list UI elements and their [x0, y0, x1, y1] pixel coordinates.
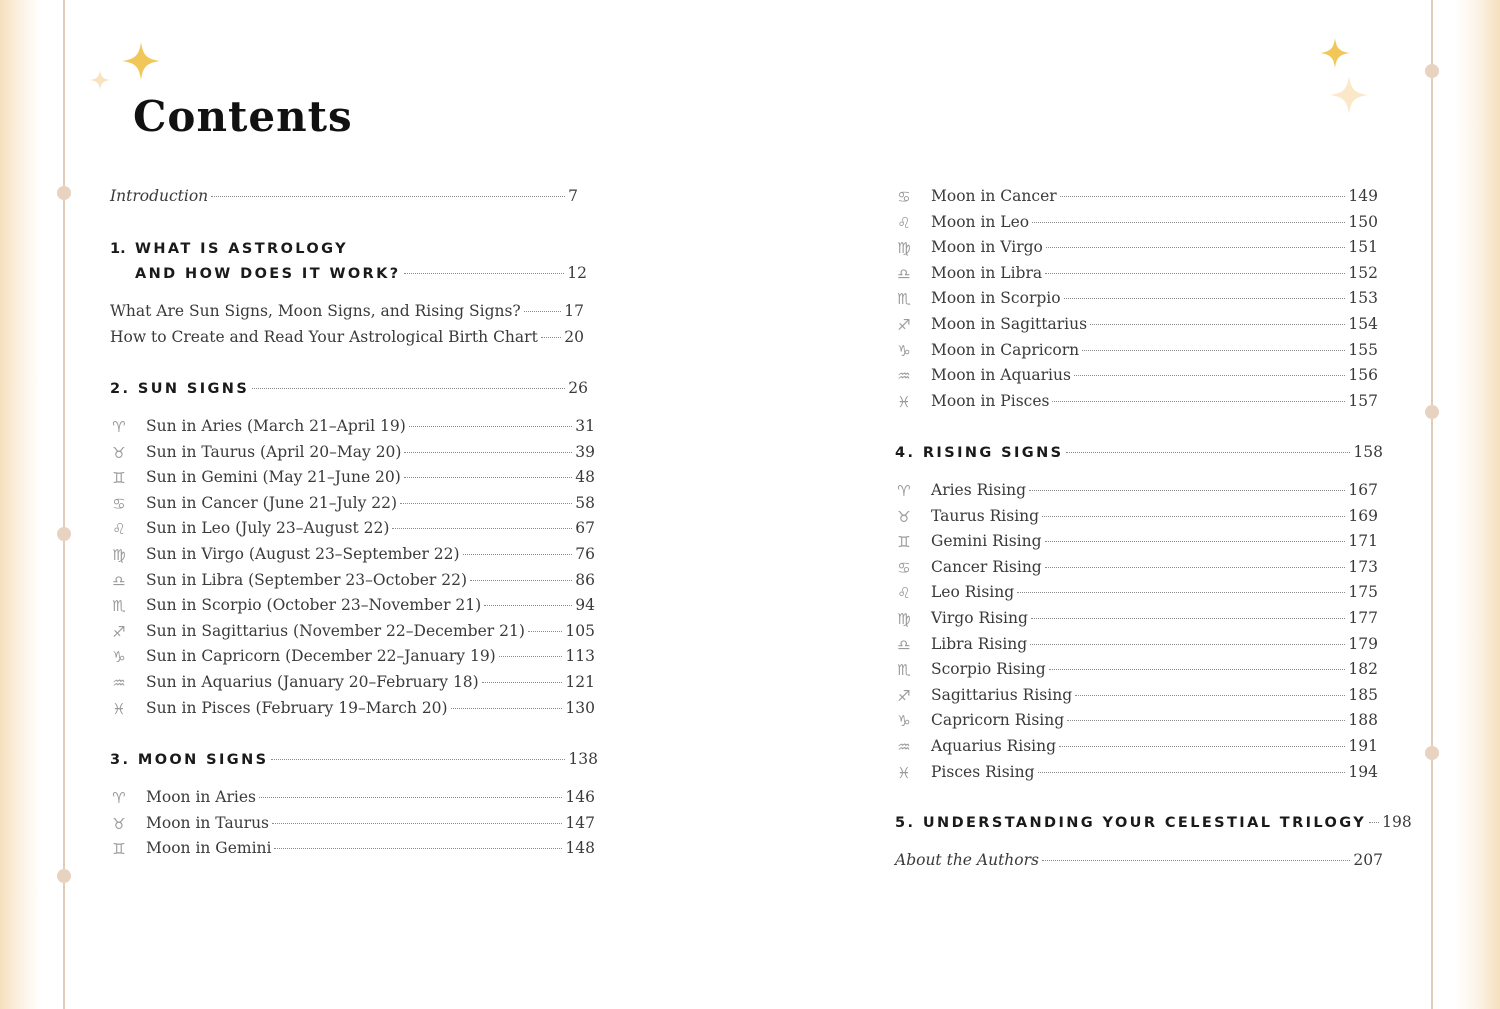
entry-label: Sun in Scorpio (October 23–November 21): [146, 596, 482, 615]
page-number: 147: [565, 813, 595, 832]
section-number: 2.: [110, 381, 131, 397]
toc-entry[interactable]: [897, 557, 1378, 580]
entry-label: Sun in Sagittarius (November 22–December 21): [146, 621, 525, 640]
entry-label: Gemini Rising: [931, 532, 1042, 551]
page-number: 158: [1353, 443, 1383, 461]
page-number: 154: [1348, 315, 1378, 333]
page-number: 86: [575, 570, 595, 589]
page-number: 17: [564, 302, 584, 320]
page-number: 130: [565, 698, 595, 717]
toc-entry[interactable]: [112, 442, 595, 465]
sagittarius-icon: ♐: [897, 316, 911, 334]
page-number: 155: [1348, 340, 1378, 359]
dot-leader: [1066, 452, 1350, 453]
entry-label: About the Authors: [895, 851, 1039, 869]
dot-leader: [1059, 746, 1345, 747]
section-title: MOON SIGNS: [137, 752, 269, 768]
entry-label: Sun in Taurus (April 20–May 20): [146, 442, 402, 461]
toc-entry[interactable]: [112, 468, 595, 490]
section-heading: [110, 381, 249, 397]
page-number: 151: [1348, 238, 1378, 257]
toc-entry[interactable]: [112, 788, 595, 810]
section-heading: WHAT IS ASTROLOGY: [135, 241, 349, 257]
entry-label: Moon in Leo: [931, 212, 1030, 231]
page-number: 76: [575, 545, 595, 563]
aquarius-icon: ♒: [897, 738, 911, 756]
toc-entry[interactable]: [897, 660, 1378, 682]
dot-leader: [274, 848, 562, 849]
entry-label: Aquarius Rising: [931, 737, 1057, 755]
page-number: 169: [1348, 506, 1378, 525]
dot-leader: [271, 759, 565, 760]
entry-label: Sun in Gemini (May 21–June 20): [146, 468, 401, 487]
toc-section-2[interactable]: [110, 379, 588, 401]
page-number: 7: [568, 187, 578, 205]
aquarius-icon: ♒: [112, 674, 126, 692]
sparkle-star-icon: [122, 42, 160, 80]
section-title: SUN SIGNS: [137, 381, 250, 397]
rail-dot: [1425, 746, 1439, 760]
entry-label: Sun in Pisces (February 19–March 20): [146, 698, 448, 717]
dot-leader: [1060, 196, 1346, 197]
toc-section-3[interactable]: [110, 750, 598, 772]
toc-entry[interactable]: [112, 570, 595, 593]
gemini-icon: ♊: [112, 840, 126, 859]
aries-icon: ♈: [112, 789, 126, 807]
page-number: 94: [575, 596, 595, 615]
page-number: 207: [1353, 851, 1383, 869]
dot-leader: [1052, 401, 1345, 402]
toc-entry[interactable]: [897, 532, 1378, 554]
dot-leader: [404, 477, 572, 478]
aquarius-icon: ♒: [897, 367, 911, 386]
leo-icon: ♌: [897, 584, 911, 603]
entry-label: Moon in Aries: [146, 788, 256, 806]
dot-leader: [1090, 324, 1345, 325]
virgo-icon: ♍: [897, 239, 911, 258]
toc-entry[interactable]: [112, 493, 595, 516]
entry-label: What Are Sun Signs, Moon Signs, and Rising Signs?: [110, 302, 521, 320]
dot-leader: [409, 426, 573, 427]
entry-label: Moon in Aquarius: [931, 366, 1071, 385]
rail-dot: [57, 186, 71, 200]
dot-leader: [1075, 695, 1345, 696]
pisces-icon: ♓: [112, 699, 126, 718]
entry-label: Moon in Scorpio: [931, 289, 1061, 308]
page-number: 121: [565, 673, 595, 691]
toc-entry[interactable]: [897, 685, 1378, 708]
scorpio-icon: ♏: [897, 661, 911, 680]
capricorn-icon: ♑: [897, 712, 911, 731]
toc-entry[interactable]: [112, 545, 595, 567]
sparkle-star-icon: [1330, 76, 1368, 114]
toc-entry-introduction[interactable]: [110, 187, 578, 209]
page-number: 31: [575, 417, 595, 435]
page-number: 188: [1348, 711, 1378, 730]
toc-entry[interactable]: [897, 187, 1378, 209]
toc-entry[interactable]: [112, 417, 595, 439]
dot-leader: [1042, 860, 1350, 861]
gemini-icon: ♊: [112, 469, 126, 488]
section-number: 5.: [895, 815, 916, 831]
entry-label: Sun in Aries (March 21–April 19): [146, 417, 406, 435]
entry-label: Sun in Leo (July 23–August 22): [146, 519, 390, 538]
dot-leader: [211, 196, 565, 197]
virgo-icon: ♍: [897, 610, 911, 628]
entry-label: Capricorn Rising: [931, 711, 1065, 730]
dot-leader: [1045, 567, 1346, 568]
toc-section-4[interactable]: [895, 443, 1383, 465]
taurus-icon: ♉: [897, 507, 911, 526]
dot-leader: [451, 708, 563, 709]
toc-entry[interactable]: [897, 212, 1378, 235]
dot-leader: [1031, 618, 1345, 619]
toc-section-5[interactable]: [895, 813, 1412, 835]
toc-entry[interactable]: [897, 366, 1378, 388]
capricorn-icon: ♑: [112, 648, 126, 667]
toc-entry[interactable]: [897, 391, 1378, 414]
toc-entry[interactable]: [112, 839, 595, 861]
entry-label: Virgo Rising: [931, 609, 1028, 627]
toc-entry[interactable]: [112, 621, 595, 644]
section-heading: AND HOW DOES IT WORK?: [135, 266, 401, 282]
toc-entry[interactable]: [112, 698, 595, 721]
cancer-icon: ♋: [112, 494, 126, 513]
page-number: 149: [1348, 187, 1378, 205]
entry-label: Sun in Libra (September 23–October 22): [146, 570, 468, 589]
toc-entry[interactable]: [897, 762, 1378, 785]
dot-leader: [1038, 772, 1346, 773]
scorpio-icon: ♏: [112, 597, 126, 616]
dot-leader: [484, 605, 572, 606]
leo-icon: ♌: [112, 520, 126, 539]
toc-entry[interactable]: [112, 673, 595, 695]
dot-leader: [1045, 273, 1345, 274]
toc-entry[interactable]: [897, 315, 1378, 337]
dot-leader: [1017, 592, 1345, 593]
leo-icon: ♌: [897, 213, 911, 232]
page-number: 179: [1348, 634, 1378, 653]
page-number: 194: [1348, 762, 1378, 781]
toc-entry[interactable]: [897, 506, 1378, 529]
page-number: 67: [575, 519, 595, 538]
page-title: Contents: [133, 92, 353, 141]
dot-leader: [1082, 350, 1345, 351]
page-number: 105: [565, 621, 595, 640]
gemini-icon: ♊: [897, 533, 911, 552]
libra-icon: ♎: [112, 571, 126, 590]
capricorn-icon: ♑: [897, 341, 911, 360]
toc-entry[interactable]: [112, 813, 595, 836]
page-number: 191: [1348, 737, 1378, 755]
entry-label: Moon in Taurus: [146, 813, 270, 832]
dot-leader: [1029, 490, 1345, 491]
page-number: 58: [575, 493, 595, 512]
entry-label: Sun in Cancer (June 21–July 22): [146, 493, 398, 512]
toc-entry[interactable]: [110, 328, 584, 350]
dot-leader: [1369, 822, 1379, 823]
section-number: 4.: [895, 445, 916, 461]
entry-label: Moon in Sagittarius: [931, 315, 1088, 333]
taurus-icon: ♉: [112, 443, 126, 462]
page-number: 177: [1348, 609, 1378, 627]
dot-leader: [400, 503, 572, 504]
virgo-icon: ♍: [112, 546, 126, 564]
dot-leader: [1042, 516, 1345, 517]
dot-leader: [1030, 644, 1345, 645]
dot-leader: [463, 554, 573, 555]
dot-leader: [482, 682, 563, 683]
toc-entry[interactable]: [897, 481, 1378, 503]
page-number: 198: [1382, 813, 1412, 831]
page-number: 138: [568, 750, 598, 768]
entry-label: Sagittarius Rising: [931, 685, 1073, 704]
dot-leader: [1064, 298, 1346, 299]
page-number: 156: [1348, 366, 1378, 385]
entry-label: Moon in Virgo: [931, 238, 1043, 257]
toc-entry[interactable]: [897, 583, 1378, 605]
entry-label: Moon in Gemini: [146, 839, 272, 858]
libra-icon: ♎: [897, 264, 911, 283]
page-number: 150: [1348, 212, 1378, 231]
section-title: RISING SIGNS: [922, 445, 1064, 461]
entry-label: How to Create and Read Your Astrological Birth Chart: [110, 327, 538, 346]
left-page-rule: [63, 0, 65, 1009]
toc-entry[interactable]: [897, 737, 1378, 759]
sagittarius-icon: ♐: [897, 686, 911, 705]
toc-section-1[interactable]: [135, 264, 587, 286]
aries-icon: ♈: [112, 418, 126, 436]
toc-entry[interactable]: [897, 238, 1378, 260]
section-number: 1.: [110, 241, 126, 257]
dot-leader: [1046, 247, 1346, 248]
toc-entry[interactable]: [897, 263, 1378, 286]
page-number: 171: [1348, 532, 1378, 551]
dot-leader: [528, 631, 563, 632]
entry-label: Moon in Libra: [931, 263, 1043, 282]
dot-leader: [259, 797, 562, 798]
page-number: 148: [565, 839, 595, 858]
entry-label: Moon in Pisces: [931, 391, 1050, 410]
entry-label: Aries Rising: [931, 481, 1027, 499]
entry-label: Moon in Cancer: [931, 187, 1057, 205]
pisces-icon: ♓: [897, 763, 911, 782]
entry-label: Sun in Virgo (August 23–September 22): [146, 545, 460, 563]
toc-entry[interactable]: [112, 647, 595, 669]
right-page-rule: [1431, 0, 1433, 1009]
dot-leader: [392, 528, 572, 529]
dot-leader: [1049, 669, 1346, 670]
entry-label: Leo Rising: [931, 583, 1015, 602]
sparkle-star-icon: [1320, 38, 1350, 68]
page-number: 20: [564, 327, 584, 346]
page-number: 26: [568, 379, 588, 397]
cancer-icon: ♋: [897, 558, 911, 577]
dot-leader: [1067, 720, 1345, 721]
dot-leader: [404, 273, 565, 274]
rail-dot: [1425, 64, 1439, 78]
page-number: 153: [1348, 289, 1378, 308]
page-number: 185: [1348, 685, 1378, 704]
toc-entry[interactable]: [897, 634, 1378, 657]
taurus-icon: ♉: [112, 814, 126, 833]
page-number: 12: [567, 264, 587, 282]
page-number: 152: [1348, 263, 1378, 282]
pisces-icon: ♓: [897, 392, 911, 411]
entry-label: Sun in Capricorn (December 22–January 19): [146, 647, 496, 666]
rail-dot: [57, 527, 71, 541]
toc-entry[interactable]: [897, 609, 1378, 631]
dot-leader: [1045, 541, 1346, 542]
entry-label: Introduction: [110, 187, 209, 205]
page-number: 157: [1348, 391, 1378, 410]
sagittarius-icon: ♐: [112, 622, 126, 641]
entry-label: Taurus Rising: [931, 506, 1040, 525]
dot-leader: [1032, 222, 1345, 223]
page-number: 113: [565, 647, 595, 666]
toc-entry[interactable]: [897, 711, 1378, 733]
dot-leader: [272, 823, 562, 824]
page-number: 173: [1348, 557, 1378, 576]
libra-icon: ♎: [897, 635, 911, 654]
toc-entry[interactable]: [112, 519, 595, 541]
dot-leader: [404, 452, 572, 453]
dot-leader: [541, 337, 561, 338]
section-heading: [110, 752, 268, 768]
toc-entry[interactable]: [897, 340, 1378, 363]
dot-leader: [470, 580, 572, 581]
entry-label: Cancer Rising: [931, 557, 1042, 576]
rail-dot: [57, 869, 71, 883]
entry-label: Pisces Rising: [931, 762, 1035, 781]
entry-label: Scorpio Rising: [931, 660, 1046, 679]
sparkle-star-icon: [90, 70, 110, 90]
toc-entry[interactable]: [110, 302, 584, 324]
dot-leader: [1074, 375, 1345, 376]
cancer-icon: ♋: [897, 188, 911, 206]
section-heading: [895, 815, 1366, 831]
page-number: 175: [1348, 583, 1378, 602]
scorpio-icon: ♏: [897, 290, 911, 309]
entry-label: Sun in Aquarius (January 20–February 18): [146, 673, 479, 691]
toc-entry[interactable]: [897, 289, 1378, 311]
entry-label: Moon in Capricorn: [931, 340, 1080, 359]
toc-entry-about-authors[interactable]: [895, 851, 1383, 873]
section-heading: [895, 445, 1063, 461]
page-number: 39: [575, 442, 595, 461]
entry-label: Libra Rising: [931, 634, 1028, 653]
dot-leader: [499, 656, 563, 657]
page-number: 167: [1348, 481, 1378, 499]
page-number: 182: [1348, 660, 1378, 679]
dot-leader: [524, 311, 562, 312]
aries-icon: ♈: [897, 482, 911, 500]
section-number: 3.: [110, 752, 131, 768]
section-title: UNDERSTANDING YOUR CELESTIAL TRILOGY: [922, 815, 1367, 831]
page-number: 48: [575, 468, 595, 487]
dot-leader: [252, 388, 565, 389]
page-number: 146: [565, 788, 595, 806]
toc-entry[interactable]: [112, 596, 595, 618]
rail-dot: [1425, 405, 1439, 419]
